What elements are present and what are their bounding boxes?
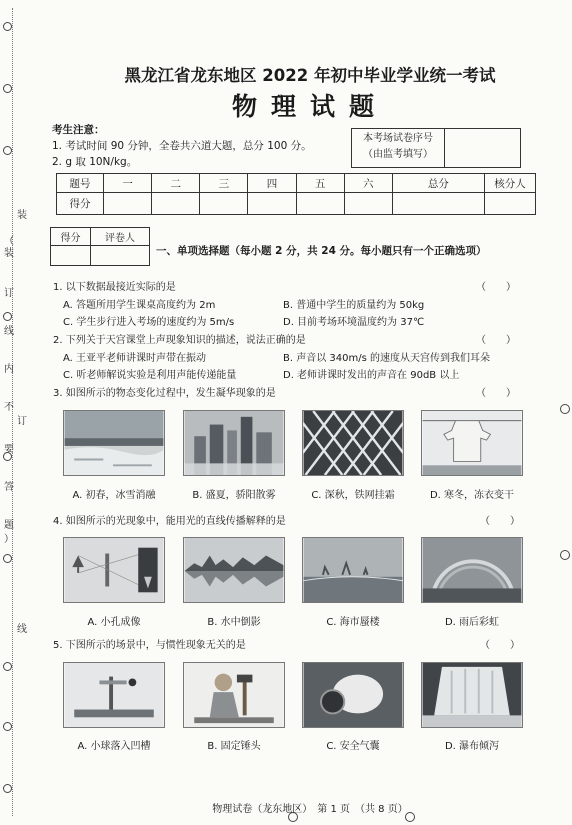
- waterfall-photo: [421, 662, 523, 728]
- ice-melting-photo: [63, 410, 165, 476]
- rainbow-photo: [421, 537, 523, 603]
- binding-hole: [3, 554, 12, 563]
- exam-notes: [52, 122, 312, 170]
- option-caption: A. 初春，冰雪消融: [72, 490, 156, 501]
- binding-char: 题: [4, 520, 14, 531]
- score-cell[interactable]: [392, 193, 484, 215]
- subject-title: 物理试题: [231, 92, 388, 121]
- answer-bracket[interactable]: （ ）: [480, 516, 520, 527]
- frost-wire-mesh-photo: [302, 410, 404, 476]
- binding-char: 线: [4, 326, 14, 337]
- score-cell[interactable]: [248, 193, 296, 215]
- option-c: C. 听老师解说实验是利用声能传递能量: [63, 370, 237, 381]
- question-stem: 1. 以下数据最接近实际的是: [53, 282, 176, 293]
- binding-char: （: [4, 236, 14, 247]
- option-a: A. 答题所用学生课桌高度约为 2m: [63, 300, 216, 311]
- grader-table: [50, 227, 150, 266]
- grader-cell[interactable]: [51, 246, 91, 266]
- binding-char: 不: [4, 402, 14, 413]
- hammer-fixing-photo: [183, 662, 285, 728]
- binding-char: ）: [4, 534, 14, 545]
- seat-number-box: [351, 128, 521, 168]
- question-stem: 4. 如图所示的光现象中，能用光的直线传播解释的是: [53, 516, 286, 527]
- option-b: B. 普通中学生的质量约为 50kg: [283, 300, 425, 311]
- score-table: [56, 173, 536, 215]
- binding-char: 要: [4, 444, 14, 455]
- binding-hole: [3, 84, 12, 93]
- option-caption: D. 雨后彩虹: [444, 617, 500, 628]
- score-cell[interactable]: [104, 193, 152, 215]
- binding-hole: [3, 662, 12, 671]
- option-caption: A. 小球落入凹槽: [77, 741, 151, 752]
- option-caption: B. 盛夏，骄阳散雾: [192, 490, 276, 501]
- option-caption: A. 小孔成像: [87, 617, 141, 628]
- answer-bracket[interactable]: （ ）: [476, 388, 516, 399]
- answer-bracket[interactable]: （ ）: [476, 282, 516, 293]
- page-hole: [560, 550, 570, 560]
- exam-title: 黑龙江省龙东地区 2022 年初中毕业学业统一考试: [124, 66, 496, 85]
- water-reflection-photo: [183, 537, 285, 603]
- score-header-cell: 核分人: [485, 174, 536, 193]
- notes-item: 2. g 取 10N/kg。: [52, 156, 138, 168]
- option-caption: D. 瀑布倾泻: [444, 741, 500, 752]
- score-header-cell: 六: [344, 174, 392, 193]
- score-cell[interactable]: [200, 193, 248, 215]
- option-c: C. 学生步行进入考场的速度约为 5m/s: [63, 317, 235, 328]
- question-stem: 3. 如图所示的物态变化过程中，发生凝华现象的是: [53, 388, 276, 399]
- score-header-cell: 二: [152, 174, 200, 193]
- option-caption: B. 水中倒影: [207, 617, 261, 628]
- score-header-cell: 一: [104, 174, 152, 193]
- city-fog-photo: [183, 410, 285, 476]
- binding-hole: [3, 784, 12, 793]
- option-caption: D. 寒冬，冻衣变干: [429, 490, 515, 501]
- option-caption: C. 安全气囊: [326, 741, 380, 752]
- binding-char: 线: [17, 624, 27, 635]
- score-table-score-row: [57, 193, 536, 215]
- question-stem: 2. 下列关于天宫课堂上声现象知识的描述，说法正确的是: [53, 335, 306, 346]
- binding-char: 内: [4, 364, 14, 375]
- binding-char: 装: [4, 248, 14, 259]
- score-cell[interactable]: [296, 193, 344, 215]
- option-caption: C. 海市蜃楼: [326, 617, 380, 628]
- section-heading: 一、单项选择题（每小题 2 分，共 24 分。每小题只有一个正确选项）: [156, 245, 487, 257]
- airbag-photo: [302, 662, 404, 728]
- option-caption: C. 深秋，铁网挂霜: [311, 490, 395, 501]
- score-header-cell: 题号: [57, 174, 104, 193]
- grader-header-cell: 得分: [51, 228, 91, 246]
- grader-header-cell: 评卷人: [90, 228, 149, 246]
- binding-char: 订: [17, 416, 27, 427]
- option-d: D. 老师讲课时发出的声音在 90dB 以上: [283, 370, 460, 381]
- score-cell[interactable]: [344, 193, 392, 215]
- frozen-clothes-photo: [421, 410, 523, 476]
- score-table-header-row: [57, 174, 536, 193]
- pinhole-imaging-photo: [63, 537, 165, 603]
- score-header-cell: 四: [248, 174, 296, 193]
- option-a: A. 王亚平老师讲课时声带在振动: [63, 353, 207, 364]
- binding-hole: [3, 146, 12, 155]
- notes-item: 1. 考试时间 90 分钟，全卷共六道大题，总分 100 分。: [52, 140, 312, 152]
- seat-number-label: 本考场试卷序号 （由监考填写）: [352, 129, 445, 167]
- question-stem: 5. 下图所示的场景中，与惯性现象无关的是: [53, 640, 246, 651]
- answer-bracket[interactable]: （ ）: [480, 640, 520, 651]
- score-header-cell: 三: [200, 174, 248, 193]
- page-hole: [560, 404, 570, 414]
- binding-hole: [3, 722, 12, 731]
- seat-number-field[interactable]: [445, 129, 520, 167]
- binding-char: 答: [4, 482, 14, 493]
- score-cell[interactable]: [152, 193, 200, 215]
- option-caption: B. 固定锤头: [207, 741, 261, 752]
- binding-margin: [0, 0, 40, 825]
- ball-groove-photo: [63, 662, 165, 728]
- option-d: D. 目前考场环境温度约为 37℃: [283, 317, 425, 328]
- score-header-cell: 总分: [392, 174, 484, 193]
- score-header-cell: 五: [296, 174, 344, 193]
- page-footer: 物理试卷（龙东地区） 第 1 页 （共 8 页）: [212, 804, 408, 815]
- notes-heading: 考生注意：: [52, 124, 105, 136]
- binding-hole: [3, 22, 12, 31]
- answer-bracket[interactable]: （ ）: [476, 335, 516, 346]
- binding-hole: [3, 312, 12, 321]
- binding-char: 装: [17, 210, 27, 221]
- score-row-label: 得分: [57, 193, 104, 215]
- mirage-photo: [302, 537, 404, 603]
- option-b: B. 声音以 340m/s 的速度从天宫传到我们耳朵: [283, 353, 490, 364]
- score-cell[interactable]: [485, 193, 536, 215]
- binding-char: 订: [4, 288, 14, 299]
- grader-cell[interactable]: [90, 246, 149, 266]
